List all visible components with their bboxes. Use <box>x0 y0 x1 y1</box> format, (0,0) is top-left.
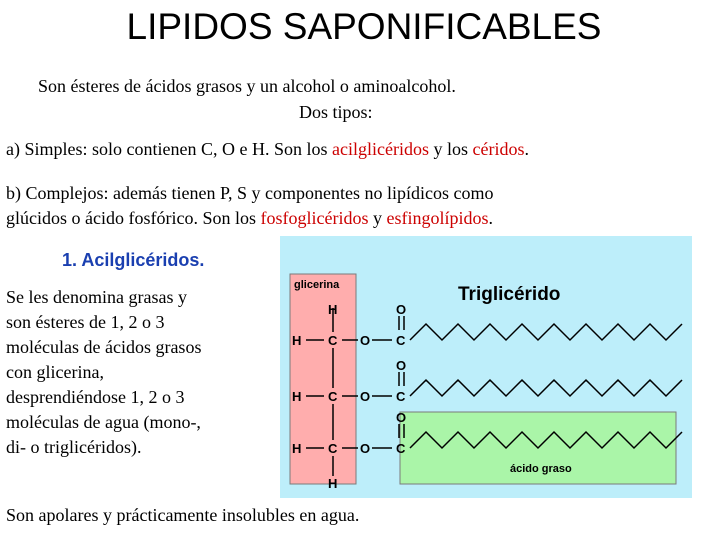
term-ceridos: céridos <box>472 139 525 159</box>
description-line-1: Se les denomina grasas y <box>6 287 187 307</box>
diagram-title: Triglicérido <box>458 284 561 305</box>
atom-h: H <box>328 476 338 491</box>
description-line-7: di- o triglicéridos). <box>6 437 142 457</box>
atom-o: O <box>360 333 371 348</box>
atom-c: C <box>328 389 338 404</box>
term-esfingolipidos: esfingolípidos <box>386 208 489 228</box>
description-line-6: moléculas de agua (mono-, <box>6 412 201 432</box>
atom-h: H <box>292 441 302 456</box>
fatty-acid-label: ácido graso <box>510 463 572 475</box>
atom-o: O <box>360 389 371 404</box>
triglyceride-diagram <box>280 236 692 498</box>
atom-o: O <box>360 441 371 456</box>
atom-c: C <box>328 441 338 456</box>
atom-c: C <box>396 441 406 456</box>
description-line-5: desprendiéndose 1, 2 o 3 <box>6 387 185 407</box>
simple-lipids-text: a) Simples: solo contienen C, O e H. Son los acilglicéridos y los céridos. <box>6 139 529 159</box>
atom-h: H <box>292 333 302 348</box>
atom-c: C <box>396 389 406 404</box>
atom-o: O <box>396 302 407 317</box>
atom-h: H <box>328 302 338 317</box>
description-line-2: son ésteres de 1, 2 o 3 <box>6 312 165 332</box>
description-line-4: con glicerina, <box>6 362 104 382</box>
glycerol-label: glicerina <box>294 279 340 291</box>
complex-lipids-line-1: b) Complejos: además tienen P, S y componentes no lipídicos como <box>6 183 494 203</box>
atom-o: O <box>396 358 407 373</box>
description-line-3: moléculas de ácidos grasos <box>6 337 202 357</box>
complex-lipids-line-2: glúcidos o ácido fosfórico. Son los fosfoglicéridos y esfingolípidos. <box>6 208 493 228</box>
atom-h: H <box>292 389 302 404</box>
intro-line-2: Dos tipos: <box>299 102 373 122</box>
intro-line-1: Son ésteres de ácidos grasos y un alcohol o aminoalcohol. <box>38 76 456 96</box>
footer-text: Son apolares y prácticamente insolubles en agua. <box>6 505 360 525</box>
atom-c: C <box>396 333 406 348</box>
atom-o: O <box>396 410 407 425</box>
section-heading: 1. Acilglicéridos. <box>62 250 205 270</box>
atom-c: C <box>328 333 338 348</box>
page-title: LIPIDOS SAPONIFICABLES <box>126 6 602 47</box>
term-acilgliceridos: acilglicéridos <box>331 139 429 159</box>
term-fosfogliceridos: fosfoglicéridos <box>260 208 369 228</box>
